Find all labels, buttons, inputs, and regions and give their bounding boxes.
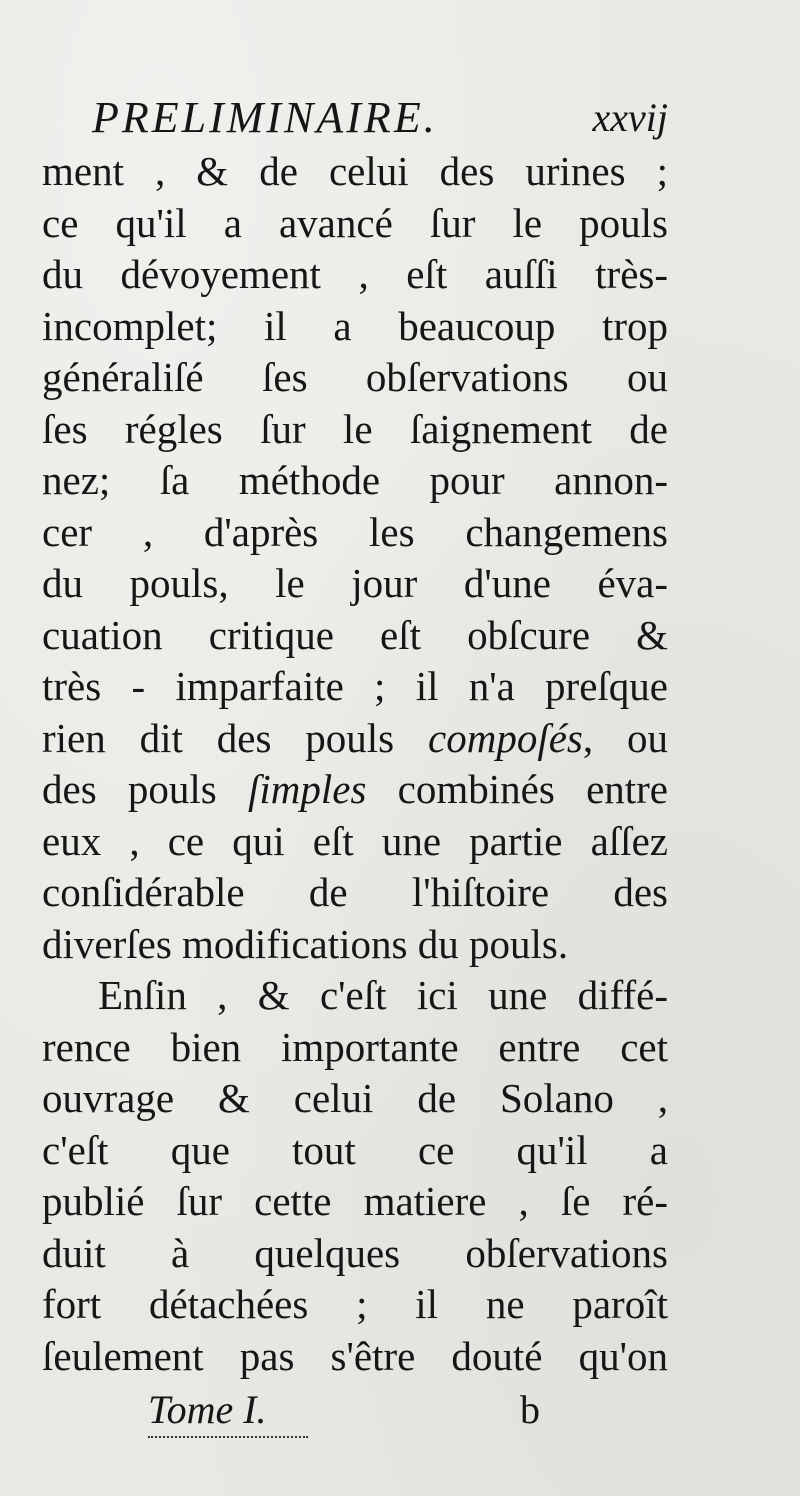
text-line: très - imparfaite ; il n'a preſque (42, 663, 668, 709)
text-line: publié ſur cette matiere , ſe ré- (42, 1178, 668, 1224)
text-segment: rien dit des pouls (42, 714, 429, 761)
text-segment: , ou (582, 714, 668, 761)
text-line: eux , ce qui eſt une partie aſſez (42, 817, 668, 864)
volume-label: Tome I. (148, 1387, 267, 1432)
text-line: ſeulement pas s'être douté qu'on (42, 1332, 668, 1379)
text-line: conſidérable de l'hiſtoire des (42, 869, 668, 915)
text-line: généraliſé ſes obſervations ou (42, 354, 668, 400)
text-line: diverſes modifications du pouls. (42, 920, 569, 967)
text-line: ſes régles ſur le ſaignement de (42, 405, 668, 452)
text-segment: des pouls (42, 766, 248, 812)
page-footer (148, 1382, 548, 1442)
text-line: Enſin , & c'eſt ici une diffé- (98, 972, 668, 1018)
text-line (42, 764, 668, 816)
text-line: duit à quelques obſervations (42, 1229, 668, 1276)
italic-term: ſimples (248, 766, 367, 812)
signature-mark: b (520, 1387, 540, 1432)
text-segment: combinés entre (366, 766, 669, 812)
text-line: du dévoyement , eſt auſſi très- (42, 251, 668, 297)
running-head: PRELIMINAIRE. (92, 93, 438, 142)
page-number: xxvij (592, 95, 668, 140)
text-line: fort détachées ; il ne paroît (42, 1281, 668, 1327)
dotted-rule (148, 1436, 308, 1438)
text-line: nez; ſa méthode pour annon- (42, 457, 668, 503)
text-line: rence bien importante entre cet (42, 1023, 668, 1070)
text-line: ouvrage & celui de Solano , (42, 1075, 668, 1121)
text-line (42, 713, 668, 765)
page-header (92, 88, 668, 148)
text-line: incomplet; il a beaucoup trop (42, 302, 668, 349)
text-line: du pouls, le jour d'une éva- (42, 560, 668, 606)
italic-term: compoſés (428, 714, 583, 761)
body-text (42, 146, 668, 1382)
text-line: cer , d'après les changemens (42, 508, 668, 555)
text-line: ment , & de celui des urines ; (42, 148, 668, 194)
text-line: c'eſt que tout ce qu'il a (42, 1126, 668, 1173)
text-line: cuation critique eſt obſcure & (42, 611, 668, 658)
text-line: ce qu'il a avancé ſur le pouls (42, 199, 668, 246)
